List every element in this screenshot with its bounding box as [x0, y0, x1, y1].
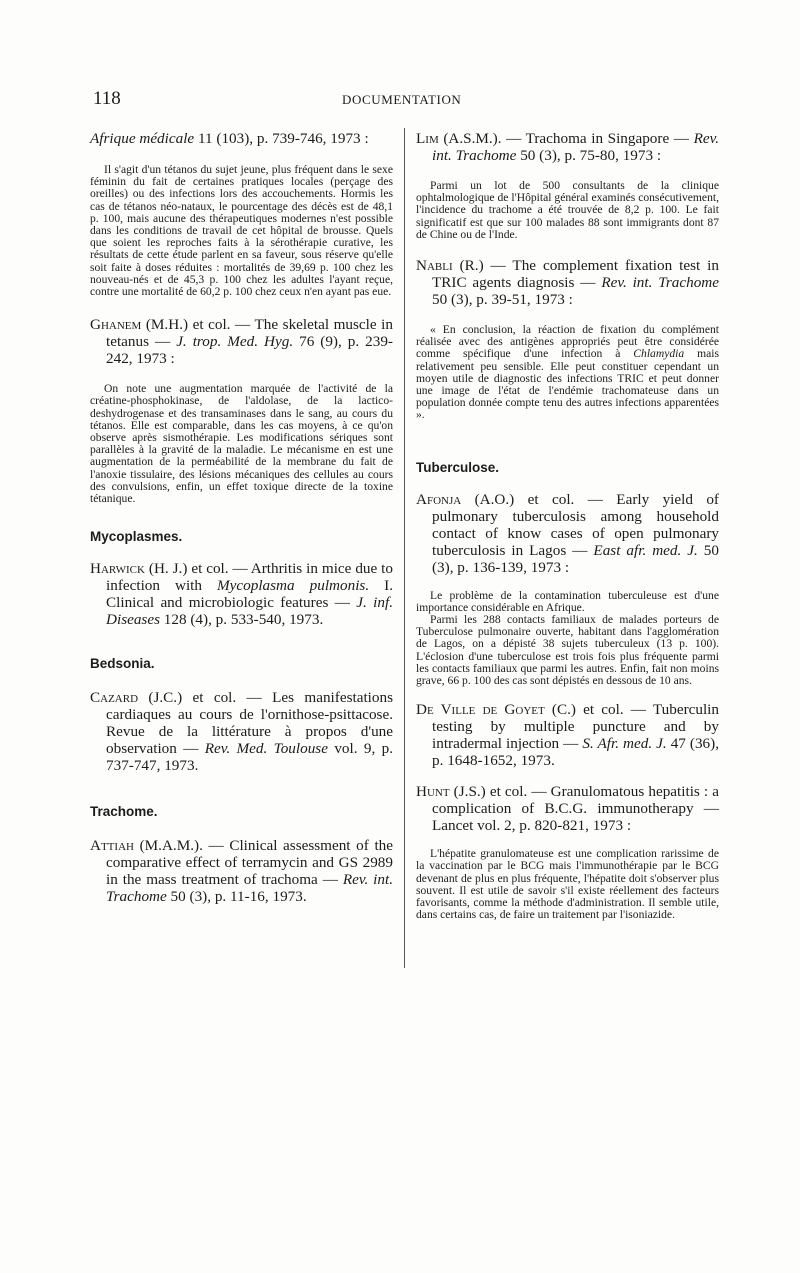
section-heading-mycoplasmes: Mycoplasmes. — [90, 529, 183, 545]
reference-harwick: Harwick (H. J.) et col. — Arthritis in mice due to infection with Mycoplasma pulmonis. I. Clinical and microbiologic features — J. inf. Diseases 128 (4), p. 533-540, 1973. — [90, 560, 393, 629]
column-divider — [404, 128, 405, 968]
author-name: Nabli — [416, 257, 453, 275]
reference-de-ville-de-goyet: De Ville de Goyet (C.) et col. — Tuberculin testing by multiple puncture and by intradermal injection — S. Afr. med. J. 47 (36), p. 1648-1652, 1973. — [416, 701, 719, 770]
author-name: Hunt — [416, 783, 450, 801]
journal-name: Rev. Med. Toulouse — [204, 740, 328, 758]
abstract-afonja: Parmi les 288 contacts familiaux de malades porteurs de Tuberculose pulmonaire ouverte, habitant dans l'agglomération de Lagos, on a dépisté 38 sujets tuberculeux (13 p. 100). L'éclosion d'une tuberculose est trois fois plus fréquente parmi les contacts familiaux que parmi les autres. Enfin, fait non moins grave, 66 p. 100 des cas sont dépistés en dessous de 10 ans. — [416, 613, 719, 688]
running-head: DOCUMENTATION — [342, 92, 462, 107]
reference-ghanem: Ghanem (M.H.) et col. — The skeletal muscle in tetanus — J. trop. Med. Hyg. 76 (9), p. 239-242, 1973 : — [90, 316, 393, 368]
reference-afrique: Afrique médicale 11 (103), p. 739-746, 1973 : — [90, 130, 369, 147]
author-name: Attiah — [90, 837, 134, 855]
journal-name: Afrique médicale — [90, 130, 195, 147]
reference-cazard: Cazard (J.C.) et col. — Les manifestations cardiaques au cours de l'ornithose-psittacose. Revue de la littérature à propos d'une observation — Rev. Med. Toulouse vol. 9, p. 737-747, 1973. — [90, 689, 393, 775]
abstract-tetanos: Il s'agit d'un tétanos du sujet jeune, plus fréquent dans le sexe féminin du fait de certaines pratiques locales (perçage des oreilles) ou des infections lors des accouchements. Hormis les cas de tétanos néo-nataux, le pourcentage des décès est de 48,1 p. 100, mais aucune des thérapeutiques modernes n'est possible dans les conditions de travail de cet hôpital de brousse. Quels que soient les reproches faits à la sérothérapie curative, les résultats de cette étude parlent en sa faveur, sous réserve qu'elle soit faite à doses réduites : mortalités de 39,69 p. 100 chez les nouveau-nés et de 45,3 p. 100 chez les adultes l'ayant reçue, contre une mortalité de 60,2 p. 100 chez ceux n'en ayant pas eue. — [90, 163, 393, 299]
author-name: Lim — [416, 130, 439, 147]
left-column — [90, 130, 393, 905]
journal-name: Rev. int. Trachome — [106, 871, 393, 906]
author-name: Ghanem — [90, 316, 142, 334]
right-column — [416, 130, 719, 921]
reference-attiah: Attiah (M.A.M.). — Clinical assessment of the comparative effect of terramycin and GS 2989 in the mass treatment of trachoma — Rev. int. Trachome 50 (3), p. 11-16, 1973. — [90, 837, 393, 906]
abstract-afonja-intro: Le problème de la contamination tuberculeuse est d'une importance considérable en Afrique. — [416, 588, 719, 614]
author-name: Harwick — [90, 560, 145, 578]
reference-hunt: Hunt (J.S.) et col. — Granulomatous hepatitis : a complication of B.C.G. immunotherapy — Lancet vol. 2, p. 820-821, 1973 : — [416, 783, 719, 835]
section-heading-bedsonia: Bedsonia. — [90, 656, 155, 672]
journal-name: S. Afr. med. J. — [582, 735, 667, 753]
abstract-hunt: L'hépatite granulomateuse est une complication rarissime de la vaccination par le BCG mais l'immunothérapie par le BCG devenant de plus en plus fréquente, l'hépatite doit s'observer plus souvent. Il est utile de savoir s'il existe réellement des facteurs favorisants, comme la méthode d'administration. Il semble utile, dans certains cas, de faire un traitement par l'isoniazide. — [416, 847, 719, 922]
journal-name: Rev. int. Trachome — [601, 274, 719, 292]
abstract-lim: Parmi un lot de 500 consultants de la clinique ophtalmologique de l'Hôpital général examinés consécutivement, l'incidence du trachome a été trouvée de 8,2 p. 100. Le fait significatif est que sur 100 malades 88 sont immigrants dont 87 de Chine ou de l'Inde. — [416, 179, 719, 241]
journal-name: East afr. med. J. — [593, 541, 698, 559]
journal-name: J. trop. Med. Hyg. — [176, 333, 294, 351]
reference-nabli: Nabli (R.) — The complement fixation test in TRIC agents diagnosis — Rev. int. Trachome 50 (3), p. 39-51, 1973 : — [416, 257, 719, 309]
author-name: Cazard — [90, 689, 139, 707]
page-number: 118 — [93, 88, 121, 109]
section-heading-trachome: Trachome. — [90, 804, 158, 820]
abstract-nabli: « En conclusion, la réaction de fixation du complément réalisée avec des antigènes appropriés peut être considérée comme spécifique d'une infection à Chlamydia mais relativement peu sensible. Elle peut constituer cependant un moyen utile de diagnostic des infections TRIC et peut donner une image de l'état de l'endémie trachomateuse dans un population donnée compte tenu des autres infections apparentées ». — [416, 323, 719, 422]
author-name: De Ville de Goyet — [416, 701, 545, 719]
journal-name: Mycoplasma pulmonis. — [217, 577, 370, 595]
author-name: Afonja — [416, 490, 462, 508]
journal-name: Rev. int. Trachome — [432, 130, 719, 164]
reference-afonja: Afonja (A.O.) et col. — Early yield of pulmonary tuberculosis among household contact of know cases of open pulmonary tuberculosis in Lagos — East afr. med. J. 50 (3), p. 136-139, 1973 : — [416, 490, 719, 576]
section-heading-tuberculose: Tuberculose. — [416, 459, 500, 475]
reference-lim: Lim (A.S.M.). — Trachoma in Singapore — Rev. int. Trachome 50 (3), p. 75-80, 1973 : — [416, 130, 719, 164]
abstract-ghanem: On note une augmentation marquée de l'activité de la créatine-phosphokinase, de l'aldolase, de la lactico-deshydrogenase et des transaminases dans le sang, au cours du tétanos. Elle est comparable, dans les cas moyens, à ce qu'on observe après sismothérapie. Les modifications sériques sont parallèles à la gravité de la maladie. Le mécanisme en est une augmentation de la perméabilité de la membrane du fait de l'anoxie tissulaire, des lésions mécaniques des cellules au cours des convulsions, enfin, un effet toxique directe de la toxine tétanique. — [90, 382, 393, 506]
journal-name: J. inf. Diseases — [106, 594, 393, 629]
species-name: Chlamydia — [633, 347, 685, 361]
